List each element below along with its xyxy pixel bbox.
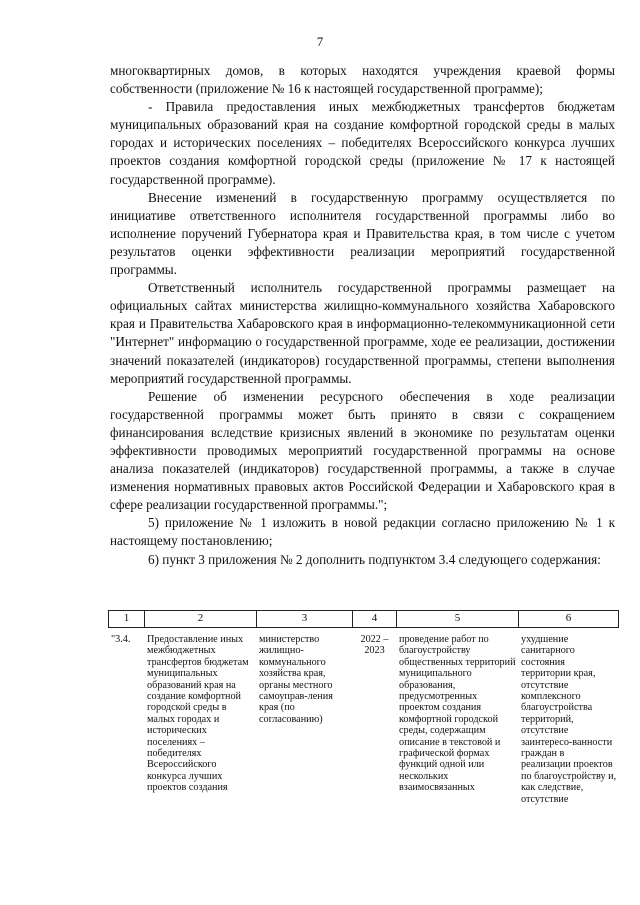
page-number: 7 — [316, 34, 324, 49]
table-row — [109, 628, 619, 845]
measure-name-cell: Предоставление иных межбюджетных трансфертов бюджетам муниципальных образований края на создание комфортной городской среды в малых городах и исторических поселениях – победителях Всероссийского конкурса лучших проектов создания — [147, 634, 249, 794]
column-header: 2 — [145, 611, 257, 628]
table-header-row — [109, 611, 619, 628]
paragraph: многоквартирных домов, в которых находятся учреждения краевой формы собственности (приложение № 16 к настоящей государственной программе); — [110, 63, 615, 97]
paragraph: Ответственный исполнитель государственной программы размещает на официальных сайтах министерства жилищно-коммунального хозяйства Хабаровского края и Правительства Хабаровского края в информационно-телекоммуникационной сети "Интернет" информацию о государственной программе, ходе ее реализации, достижении значений показателей (индикаторов) государственной программы, степени выполнения мероприятий государственной программы. — [110, 280, 615, 386]
column-header: 4 — [353, 611, 397, 628]
paragraph: Решение об изменении ресурсного обеспечения в ходе реализации государственной программы может быть принято в связи с сокращением финансирования вследствие кризисных явлений в экономике по результатам оценки эффективности проводимых мероприятий государственной программы на основе анализа показателей (индикаторов) государственной программы, а также в случае изменения нормативных правовых актов Российской Федерации и Хабаровского края в сфере реализации государственной программы."; — [110, 388, 615, 513]
column-header: 5 — [397, 611, 519, 628]
document-body — [110, 62, 615, 569]
result-cell: проведение работ по благоустройству общественных территорий муниципального образования, предусмотренных проектом создания комфортной городской среды, содержащим описание в текстовой и графической формах функций одной или нескольких взаимосвязанных — [399, 634, 516, 794]
paragraph: 5) приложение № 1 изложить в новой редакции согласно приложению № 1 к настоящему постановлению; — [110, 515, 615, 549]
paragraph: Внесение изменений в государственную программу осуществляется по инициативе ответственного исполнителя государственной программы либо во исполнение поручений Губернатора края и Правительства края, в том числе с учетом результатов оценки эффективности реализации мероприятий государственной программы. — [110, 189, 615, 278]
paragraph: - Правила предоставления иных межбюджетных трансфертов бюджетам муниципальных образований края на создание комфортной городской среды в малых городах и исторических поселениях – победителях Всероссийского конкурса лучших проектов создания комфортной городской среды (приложение № 17 к настоящей государственной программе). — [110, 99, 615, 187]
period-cell: 2022 – 2023 — [360, 634, 389, 657]
consequence-cell: ухудшение санитарного состояния территории края, отсутствие комплексного благоустройства территорий, отсутствие заинтересо-ванности граждан в реализации проектов по благоустройству и, как следствие, отсутствие — [521, 634, 617, 805]
executor-cell: министерство жилищно-коммунального хозяйства края, органы местного самоуправ-ления края (по согласованию) — [259, 634, 333, 725]
column-header: 3 — [257, 611, 353, 628]
paragraph: 6) пункт 3 приложения № 2 дополнить подпунктом 3.4 следующего содержания: — [148, 551, 601, 567]
item-number-cell: "3.4. — [111, 634, 131, 645]
measures-table — [108, 610, 619, 844]
column-header: 1 — [109, 611, 145, 628]
column-header: 6 — [519, 611, 619, 628]
